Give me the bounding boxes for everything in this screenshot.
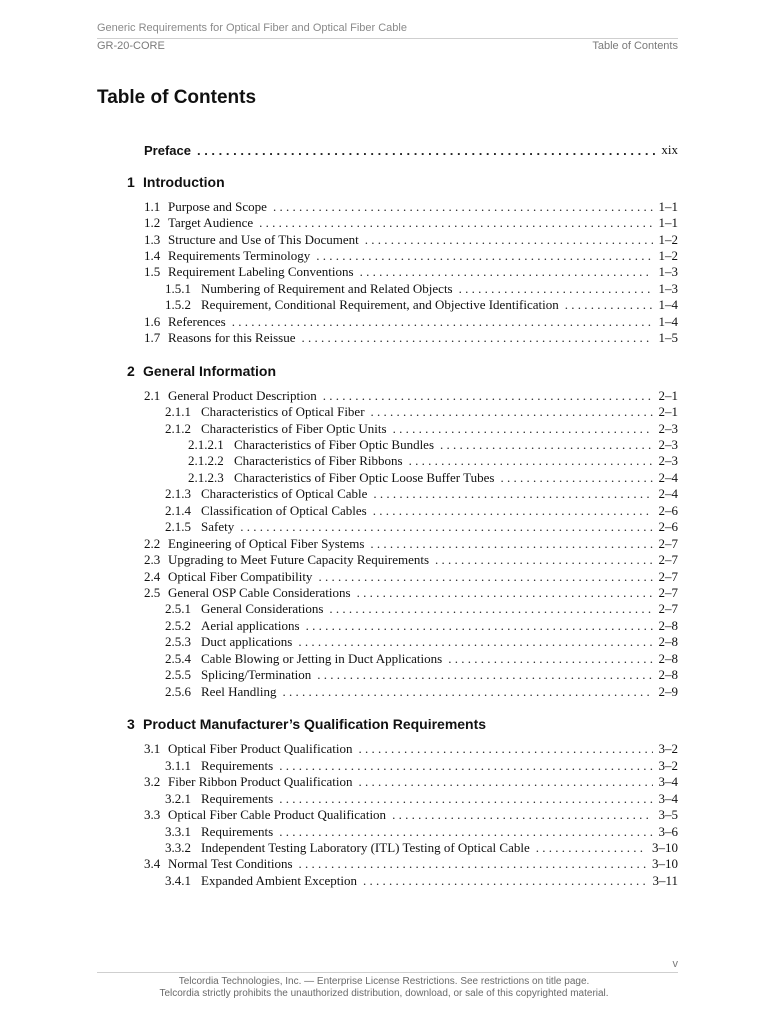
toc-entry-number: 1.5.2 (165, 297, 191, 312)
toc-entry-title: General Considerations (201, 601, 324, 616)
toc-entry[interactable] (165, 840, 678, 856)
section-title: Product Manufacturer’s Qualification Requirements (143, 716, 487, 732)
toc-entry-number: 3.1.1 (165, 758, 191, 773)
page-number: v (672, 958, 678, 970)
toc-entry-title: Characteristics of Optical Fiber (201, 404, 365, 419)
toc-entry[interactable] (165, 601, 678, 617)
toc-entry[interactable] (165, 667, 678, 683)
toc-entry-number: 2.4 (144, 569, 161, 584)
page-title: Table of Contents (97, 87, 257, 108)
toc-entry[interactable] (165, 758, 678, 774)
toc-entry-number: 1.4 (144, 248, 161, 263)
toc-entry-number: 2.5.5 (165, 667, 191, 682)
dot-leader (299, 856, 646, 872)
dot-leader (370, 536, 652, 552)
toc-entry-page: 2–6 (658, 503, 678, 518)
toc-entry[interactable] (144, 552, 678, 568)
toc-entry-page: 2–8 (658, 667, 678, 682)
toc-entry[interactable] (144, 585, 678, 601)
dot-leader (448, 651, 652, 667)
toc-entry-page: 1–3 (658, 281, 678, 296)
toc-entry-number: 1.5.1 (165, 281, 191, 296)
toc-entry-title: Reel Handling (201, 684, 277, 699)
toc-entry[interactable] (144, 741, 678, 757)
toc-entry-title: Requirement Labeling Conventions (168, 264, 354, 279)
toc-entry-title: Characteristics of Fiber Optic Units (201, 421, 387, 436)
toc-entry-title: Cable Blowing or Jetting in Duct Applications (201, 651, 443, 666)
toc-entry-page: 3–11 (652, 873, 678, 888)
toc-entry-page: 3–4 (658, 791, 678, 806)
toc-entry-page: 1–4 (658, 314, 678, 329)
toc-entry[interactable] (165, 791, 678, 807)
toc-entry-number: 2.1.2.1 (188, 437, 224, 452)
toc-entry-page: 3–5 (658, 807, 678, 822)
dot-leader (393, 421, 653, 437)
dot-leader (409, 453, 653, 469)
toc-entry-page: 3–2 (658, 741, 678, 756)
dot-leader (282, 684, 652, 700)
dot-leader (298, 634, 652, 650)
dot-leader (306, 618, 653, 634)
dot-leader (232, 314, 653, 330)
toc-entry-title: Characteristics of Fiber Ribbons (234, 453, 403, 468)
dot-leader (565, 297, 653, 313)
dot-leader (318, 569, 652, 585)
toc-entry[interactable] (144, 314, 678, 330)
toc-entry-number: 2.1.2.3 (188, 470, 224, 485)
toc-entry-number: 3.3.2 (165, 840, 191, 855)
footer-divider (97, 972, 678, 973)
toc-entry[interactable] (144, 388, 678, 404)
toc-entry-number: 2.1.4 (165, 503, 191, 518)
toc-entry[interactable] (144, 856, 678, 872)
toc-entry-page: 2–7 (658, 536, 678, 551)
toc-entry-page: 2–6 (658, 519, 678, 534)
toc-entry-title: Optical Fiber Cable Product Qualification (168, 807, 387, 822)
toc-entry[interactable] (165, 634, 678, 650)
toc-entry[interactable] (144, 199, 678, 215)
toc-entry[interactable] (188, 453, 678, 469)
dot-leader (279, 824, 652, 840)
toc-entry-number: 2.5.6 (165, 684, 191, 699)
dot-leader (279, 791, 652, 807)
toc-entry[interactable] (165, 404, 678, 420)
toc-entry-number: 2.1 (144, 388, 161, 403)
toc-entry-title: Target Audience (168, 215, 254, 230)
toc-entry-title: Splicing/Termination (201, 667, 312, 682)
section-number: 3 (127, 716, 135, 732)
dot-leader (323, 388, 653, 404)
toc-entry[interactable] (144, 569, 678, 585)
toc-entry-page: 2–7 (658, 601, 678, 616)
toc-entry-page: 3–10 (652, 856, 678, 871)
toc-entry-number: 2.5.2 (165, 618, 191, 633)
toc-entry[interactable] (165, 519, 678, 535)
dot-leader (435, 552, 652, 568)
toc-entry-page: 2–8 (658, 651, 678, 666)
dot-leader (279, 758, 652, 774)
toc-entry-number: 2.1.2 (165, 421, 191, 436)
toc-entry-number: 3.2 (144, 774, 161, 789)
toc-entry-number: 2.1.2.2 (188, 453, 224, 468)
dot-leader (273, 199, 653, 215)
toc-entry-number: 3.3.1 (165, 824, 191, 839)
toc-entry-number: 3.3 (144, 807, 161, 822)
toc-entry-title: Expanded Ambient Exception (201, 873, 357, 888)
toc-entry-title: Characteristics of Fiber Optic Bundles (234, 437, 435, 452)
toc-entry-number: 3.4.1 (165, 873, 191, 888)
toc-entry[interactable] (165, 281, 678, 297)
toc-entry-page: 2–8 (658, 618, 678, 633)
toc-section-3[interactable] (127, 716, 486, 734)
dot-leader (301, 330, 652, 346)
dot-leader (373, 486, 652, 502)
toc-section-1[interactable] (127, 174, 225, 192)
toc-entry-number: 2.5.1 (165, 601, 191, 616)
toc-entry-page: 2–7 (658, 569, 678, 584)
toc-entry-title: Characteristics of Fiber Optic Loose Buffer Tubes (234, 470, 495, 485)
toc-entry[interactable] (165, 873, 678, 889)
dot-leader (500, 470, 652, 486)
toc-entry-title: Fiber Ribbon Product Qualification (168, 774, 353, 789)
toc-entry[interactable] (165, 684, 678, 700)
dot-leader (259, 215, 652, 231)
toc-entry[interactable] (165, 651, 678, 667)
dot-leader (240, 519, 652, 535)
toc-entry-page: 2–9 (658, 684, 678, 699)
section-number: 2 (127, 363, 135, 379)
toc-entry-number: 1.7 (144, 330, 161, 345)
toc-entry-page: 2–7 (658, 552, 678, 567)
toc-entry-page: 2–7 (658, 585, 678, 600)
toc-entry-number: 1.6 (144, 314, 161, 329)
toc-entry-title: References (168, 314, 226, 329)
toc-entry[interactable] (165, 486, 678, 502)
toc-entry-title: Requirements Terminology (168, 248, 311, 263)
dot-leader (359, 774, 653, 790)
toc-entry-number: 2.1.1 (165, 404, 191, 419)
toc-section-2[interactable] (127, 363, 276, 381)
toc-entry-title: General Product Description (168, 388, 317, 403)
toc-entry[interactable] (144, 774, 678, 790)
toc-entry-page: 1–2 (658, 248, 678, 263)
section-number: 1 (127, 174, 135, 190)
toc-entry-title: Reasons for this Reissue (168, 330, 296, 345)
toc-entry[interactable] (144, 807, 678, 823)
toc-entry-page: 1–1 (658, 199, 678, 214)
dot-leader (197, 143, 655, 158)
toc-entry-number: 1.2 (144, 215, 161, 230)
toc-entry-page: 1–2 (658, 232, 678, 247)
dot-leader (440, 437, 652, 453)
toc-entry-number: 1.5 (144, 264, 161, 279)
toc-entry[interactable] (165, 421, 678, 437)
dot-leader (459, 281, 653, 297)
toc-entry-title: Requirements (201, 758, 274, 773)
dot-leader (371, 404, 653, 420)
toc-entry[interactable] (165, 297, 678, 313)
toc-entry-title: Preface (144, 143, 191, 158)
toc-entry-number: 2.5.3 (165, 634, 191, 649)
toc-entry-number: 2.5.4 (165, 651, 191, 666)
toc-entry-page: 2–8 (658, 634, 678, 649)
toc-entry-title: Requirement, Conditional Requirement, and Objective Identification (201, 297, 559, 312)
toc-entry-number: 3.4 (144, 856, 161, 871)
dot-leader (357, 585, 653, 601)
toc-entry-title: Numbering of Requirement and Related Objects (201, 281, 453, 296)
toc-entry-title: Optical Fiber Compatibility (168, 569, 313, 584)
toc-entry-number: 1.3 (144, 232, 161, 247)
toc-entry-title: Requirements (201, 791, 274, 806)
toc-entry-number: 2.1.5 (165, 519, 191, 534)
dot-leader (329, 601, 652, 617)
section-title: General Information (143, 363, 277, 379)
toc-entry[interactable] (188, 470, 678, 486)
section-title: Introduction (143, 174, 225, 190)
toc-entry-title: Structure and Use of This Document (168, 232, 359, 247)
toc-entry-number: 2.2 (144, 536, 161, 551)
toc-entry-title: Aerial applications (201, 618, 300, 633)
toc-entry-preface[interactable] (144, 142, 678, 158)
toc-entry-number: 3.2.1 (165, 791, 191, 806)
toc-entry-page: 3–10 (652, 840, 678, 855)
toc-entry-title: Optical Fiber Product Qualification (168, 741, 353, 756)
toc-entry-page: 1–1 (658, 215, 678, 230)
toc-entry-page: 1–3 (658, 264, 678, 279)
toc-entry[interactable] (144, 248, 678, 264)
dot-leader (360, 264, 653, 280)
toc-entry-page: 2–4 (658, 486, 678, 501)
toc-entry-number: 2.1.3 (165, 486, 191, 501)
toc-entry-number: 1.1 (144, 199, 161, 214)
toc-entry-page: xix (661, 142, 678, 157)
license-notice: Telcordia Technologies, Inc. — Enterprise License Restrictions. See restrictions on title page. (178, 976, 590, 987)
toc-entry[interactable] (165, 618, 678, 634)
toc-entry[interactable] (144, 264, 678, 280)
toc-entry-title: Safety (201, 519, 235, 534)
document-id: GR-20-CORE (97, 40, 165, 52)
dot-leader (373, 503, 653, 519)
toc-entry-number: 2.5 (144, 585, 161, 600)
toc-entry-title: General OSP Cable Considerations (168, 585, 351, 600)
toc-entry-page: 2–1 (658, 404, 678, 419)
toc-entry-page: 3–2 (658, 758, 678, 773)
toc-entry-title: Duct applications (201, 634, 293, 649)
toc-entry-page: 2–4 (658, 470, 678, 485)
toc-entry[interactable] (144, 215, 678, 231)
toc-entry-title: Engineering of Optical Fiber Systems (168, 536, 365, 551)
toc-entry[interactable] (165, 824, 678, 840)
toc-entry-number: 3.1 (144, 741, 161, 756)
dot-leader (363, 873, 647, 889)
toc-entry-page: 2–1 (658, 388, 678, 403)
document-title: Generic Requirements for Optical Fiber and Optical Fiber Cable (97, 22, 407, 34)
toc-entry-title: Characteristics of Optical Cable (201, 486, 368, 501)
toc-entry[interactable] (144, 232, 678, 248)
toc-entry[interactable] (144, 536, 678, 552)
dot-leader (365, 232, 653, 248)
toc-entry-title: Normal Test Conditions (168, 856, 293, 871)
toc-entry[interactable] (165, 503, 678, 519)
toc-entry-page: 1–4 (658, 297, 678, 312)
toc-entry-title: Classification of Optical Cables (201, 503, 367, 518)
toc-entry-page: 2–3 (658, 453, 678, 468)
toc-entry-title: Upgrading to Meet Future Capacity Requirements (168, 552, 430, 567)
toc-entry-number: 2.3 (144, 552, 161, 567)
header-divider (97, 38, 678, 39)
toc-entry-page: 1–5 (658, 330, 678, 345)
toc-entry-title: Requirements (201, 824, 274, 839)
dot-leader (358, 741, 652, 757)
dot-leader (317, 667, 652, 683)
header-section-name: Table of Contents (592, 40, 678, 52)
toc-entry-page: 3–6 (658, 824, 678, 839)
toc-entry[interactable] (188, 437, 678, 453)
toc-entry-title: Purpose and Scope (168, 199, 267, 214)
toc-entry[interactable] (144, 330, 678, 346)
dot-leader (536, 840, 646, 856)
copyright-notice: Telcordia strictly prohibits the unauthorized distribution, download, or sale of this copyrighted material. (159, 988, 609, 999)
toc-entry-page: 2–3 (658, 421, 678, 436)
dot-leader (316, 248, 652, 264)
toc-entry-page: 2–3 (658, 437, 678, 452)
toc-entry-title: Independent Testing Laboratory (ITL) Testing of Optical Cable (201, 840, 530, 855)
dot-leader (392, 807, 652, 823)
toc-entry-page: 3–4 (658, 774, 678, 789)
